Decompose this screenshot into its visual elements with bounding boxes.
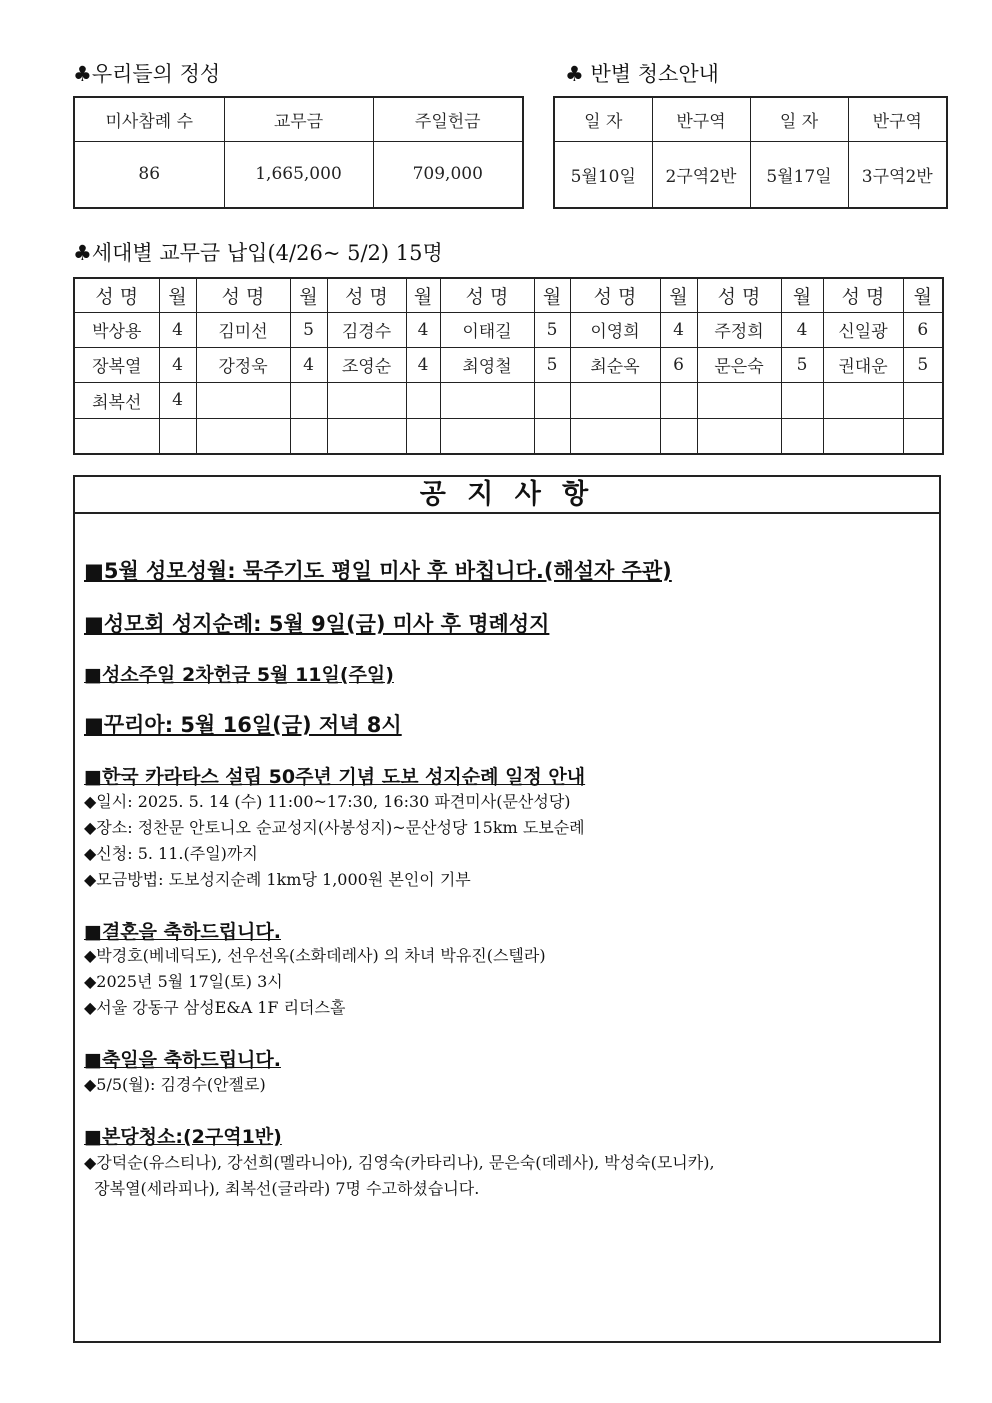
- wedding-line: ◆박경호(베네딕도), 선우선옥(소화데레사) 의 차녀 박유진(스텔라): [84, 946, 546, 965]
- month-cell: 4: [406, 347, 440, 382]
- household-dues-title: ♣세대별 교무금 납입(4/26~ 5/2) 15명: [73, 241, 443, 265]
- name-cell: 최순옥: [570, 347, 660, 382]
- month-cell: [781, 418, 823, 454]
- wedding-line: ◆2025년 5월 17일(토) 3시: [84, 972, 283, 991]
- month-cell: [290, 418, 327, 454]
- name-cell: [697, 382, 781, 418]
- month-cell: [781, 382, 823, 418]
- header-month: 월: [534, 278, 570, 312]
- table-row: [74, 418, 943, 454]
- name-cell: [196, 382, 290, 418]
- value-date-1: 5월10일: [554, 141, 652, 208]
- name-cell: [823, 418, 903, 454]
- value-sunday-offering: 709,000: [373, 141, 523, 208]
- name-cell: 강정욱: [196, 347, 290, 382]
- header-month: 월: [159, 278, 196, 312]
- month-cell: 5: [534, 347, 570, 382]
- value-zone-2: 3구역2반: [848, 141, 947, 208]
- header-month: 월: [290, 278, 327, 312]
- name-cell: [823, 382, 903, 418]
- notice-item-vocation-sunday: ■성소주일 2차헌금 5월 11일(주일): [84, 664, 394, 686]
- name-cell: 권대운: [823, 347, 903, 382]
- feast-heading: ■축일을 축하드립니다.: [84, 1049, 281, 1071]
- value-zone-1: 2구역2반: [652, 141, 750, 208]
- cleaning-line: 장복열(세라피나), 최복선(글라라) 7명 수고하셨습니다.: [84, 1179, 480, 1198]
- header-parish-dues: 교무금: [224, 97, 373, 141]
- month-cell: 5: [781, 347, 823, 382]
- feast-line: ◆5/5(월): 김경수(안젤로): [84, 1075, 266, 1094]
- cleaning-schedule-table: [553, 96, 948, 209]
- header-month: 월: [660, 278, 697, 312]
- header-name: 성 명: [327, 278, 406, 312]
- month-cell: 6: [903, 312, 943, 347]
- name-cell: 신일광: [823, 312, 903, 347]
- month-cell: 5: [290, 312, 327, 347]
- month-cell: [290, 382, 327, 418]
- name-cell: 최복선: [74, 382, 159, 418]
- header-name: 성 명: [440, 278, 534, 312]
- caritas-line: ◆신청: 5. 11.(주일)까지: [84, 844, 258, 863]
- month-cell: 4: [159, 312, 196, 347]
- name-cell: [196, 418, 290, 454]
- notice-title: 공 지 사 항: [75, 477, 939, 514]
- household-dues-table: [73, 277, 944, 455]
- name-cell: [440, 418, 534, 454]
- header-zone-1: 반구역: [652, 97, 750, 141]
- name-cell: [697, 418, 781, 454]
- header-date-2: 일 자: [750, 97, 848, 141]
- caritas-line: ◆장소: 정찬문 안토니오 순교성지(사봉성지)~문산성당 15km 도보순례: [84, 818, 585, 837]
- header-name: 성 명: [74, 278, 159, 312]
- month-cell: [903, 382, 943, 418]
- name-cell: 이영희: [570, 312, 660, 347]
- name-cell: 조영순: [327, 347, 406, 382]
- name-cell: 주정희: [697, 312, 781, 347]
- wedding-line: ◆서울 강동구 삼성E&A 1F 리더스홀: [84, 998, 346, 1017]
- header-zone-2: 반구역: [848, 97, 947, 141]
- notice-item-pilgrimage: ■성모회 성지순례: 5월 9일(금) 미사 후 명례성지: [84, 612, 550, 636]
- month-cell: [534, 382, 570, 418]
- name-cell: 문은숙: [697, 347, 781, 382]
- month-cell: 5: [903, 347, 943, 382]
- notice-item-may-marian-month: ■5월 성모성월: 묵주기도 평일 미사 후 바칩니다.(해설자 주관): [84, 559, 672, 583]
- cleaning-heading: ■본당청소:(2구역1반): [84, 1126, 282, 1148]
- name-cell: 장복열: [74, 347, 159, 382]
- table-row: [74, 312, 943, 347]
- header-date-1: 일 자: [554, 97, 652, 141]
- table-row: [74, 347, 943, 382]
- month-cell: 4: [159, 347, 196, 382]
- header-month: 월: [903, 278, 943, 312]
- name-cell: 김경수: [327, 312, 406, 347]
- offering-section-title: ♣우리들의 정성: [73, 62, 221, 86]
- name-cell: [327, 418, 406, 454]
- month-cell: 4: [781, 312, 823, 347]
- caritas-line: ◆모금방법: 도보성지순례 1km당 1,000원 본인이 기부: [84, 870, 471, 889]
- month-cell: [660, 382, 697, 418]
- month-cell: 4: [660, 312, 697, 347]
- header-sunday-offering: 주일헌금: [373, 97, 523, 141]
- header-name: 성 명: [196, 278, 290, 312]
- value-mass-attendance: 86: [74, 141, 224, 208]
- month-cell: 4: [159, 382, 196, 418]
- month-cell: [534, 418, 570, 454]
- cleaning-schedule-title: ♣ 반별 청소안내: [565, 62, 719, 86]
- month-cell: [660, 418, 697, 454]
- caritas-heading: ■한국 카라타스 설립 50주년 기념 도보 성지순례 일정 안내: [84, 766, 586, 788]
- notice-item-curia: ■꾸리아: 5월 16일(금) 저녁 8시: [84, 713, 402, 737]
- notice-box: [73, 475, 941, 1343]
- month-cell: [159, 418, 196, 454]
- name-cell: [570, 382, 660, 418]
- month-cell: 6: [660, 347, 697, 382]
- header-mass-attendance: 미사참례 수: [74, 97, 224, 141]
- name-cell: 김미선: [196, 312, 290, 347]
- header-month: 월: [781, 278, 823, 312]
- cleaning-line: ◆강덕순(유스티나), 강선희(멜라니아), 김영숙(카타리나), 문은숙(데레사), 박성숙(모니카),: [84, 1153, 715, 1172]
- month-cell: 5: [534, 312, 570, 347]
- month-cell: [406, 382, 440, 418]
- month-cell: 4: [290, 347, 327, 382]
- name-cell: 최영철: [440, 347, 534, 382]
- table-row: [74, 382, 943, 418]
- value-date-2: 5월17일: [750, 141, 848, 208]
- wedding-heading: ■결혼을 축하드립니다.: [84, 921, 281, 943]
- header-name: 성 명: [570, 278, 660, 312]
- name-cell: [327, 382, 406, 418]
- caritas-line: ◆일시: 2025. 5. 14 (수) 11:00~17:30, 16:30 파견미사(문산성당): [84, 792, 571, 811]
- header-name: 성 명: [697, 278, 781, 312]
- name-cell: 박상용: [74, 312, 159, 347]
- month-cell: [406, 418, 440, 454]
- name-cell: [440, 382, 534, 418]
- name-cell: [570, 418, 660, 454]
- offering-table: [73, 96, 524, 209]
- name-cell: 이태길: [440, 312, 534, 347]
- name-cell: [74, 418, 159, 454]
- value-parish-dues: 1,665,000: [224, 141, 373, 208]
- month-cell: 4: [406, 312, 440, 347]
- header-month: 월: [406, 278, 440, 312]
- month-cell: [903, 418, 943, 454]
- header-name: 성 명: [823, 278, 903, 312]
